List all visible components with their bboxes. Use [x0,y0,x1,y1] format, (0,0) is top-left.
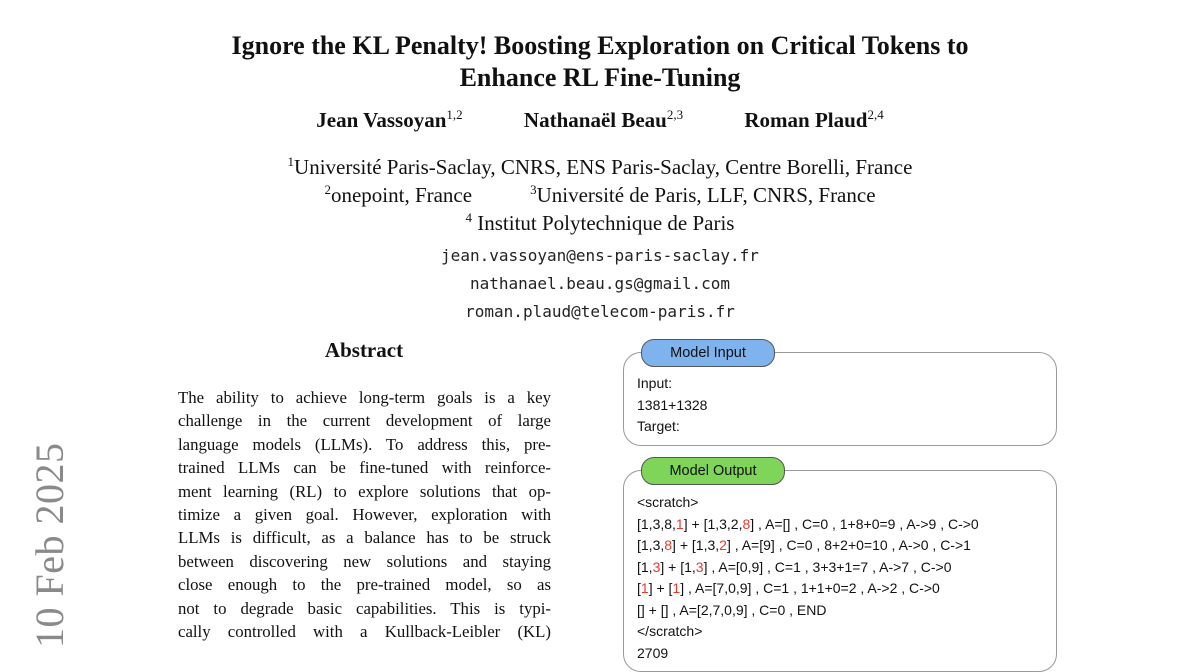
affil-sup: 3 [530,182,537,197]
row-text: ] + [1,3, [672,537,720,553]
model-output-box [623,470,1057,672]
abstract-line: not to degrade basic capabilities. This is typi- [178,598,551,618]
scratch-final-row: [] + [] , A=[2,7,0,9] , C=0 , END [637,601,827,618]
author-affil-sup: 1,2 [446,107,463,122]
highlight-digit: 1 [672,580,681,596]
input-line: Input: [637,375,673,391]
row-text: ] , A=[9] , C=0 , 8+2+0=10 , A->0 , C->1 [726,537,971,553]
abstract-body [178,386,551,643]
abstract-line: close enough to the pre-trained model, so as [178,575,551,595]
highlight-digit: 3 [695,558,704,575]
abstract-line: LLMs is difficult, as a balance has to be struck [178,528,551,548]
scratch-row [637,578,979,600]
model-output-label: Model Output [641,457,785,485]
abstract-line: cally controlled with a Kullback-Leibler (KL) [178,622,551,642]
row-text: [1,3, [637,537,665,553]
title-line-2: Enhance RL Fine-Tuning [459,63,741,92]
model-input-label: Model Input [641,339,775,367]
email-1: jean.vassoyan@ens-paris-saclay.fr [441,246,759,265]
affil-sup: 1 [287,154,295,169]
author-name: Nathanaël Beau [523,108,667,132]
row-text: [ [637,580,641,596]
author-name: Jean Vassoyan [316,108,447,132]
scratch-open-tag: <scratch> [637,494,699,510]
highlight-digit: 1 [640,580,649,596]
affil-text: Université de Paris, LLF, CNRS, France [536,183,876,207]
scratch-row [637,514,979,536]
arxiv-date-stamp: 10 Feb 2025 [27,442,72,648]
abstract-line: trained LLMs can be fine-tuned with reinforce- [178,458,551,478]
author-name: Roman Plaud [744,108,868,132]
author-3 [744,107,883,133]
row-text: ] , A=[7,0,9] , C=1 , 1+1+0=2 , A->2 , C->0 [680,580,940,596]
affiliation-4 [0,204,1200,237]
answer-line: 2709 [637,644,669,661]
model-output-content [637,492,979,664]
input-line: Target: [637,418,680,434]
abstract-line: ment learning (RL) to explore solutions that op- [178,481,551,501]
affil-text: Institut Polytechnique de Paris [472,211,735,235]
title-line-1: Ignore the KL Penalty! Boosting Exploration on Critical Tokens to [231,31,969,60]
scratch-row [637,535,979,557]
scratch-row [637,557,979,579]
highlight-digit: 2 [719,537,727,553]
row-text: ] + [1,3,2, [683,515,743,532]
affil-sup: 2 [324,182,331,197]
abstract-line: challenge in the current development of large [178,411,551,431]
model-input-content [637,373,707,438]
email-3: roman.plaud@telecom-paris.fr [465,302,735,321]
author-2 [524,107,683,133]
affil-sup: 4 [465,210,472,225]
row-text: [1,3,8, [637,515,676,532]
abstract-line: between discovering new solutions and staying [178,551,551,571]
highlight-digit: 3 [652,558,661,575]
abstract-line: timize a given goal. However, exploration with [178,505,551,525]
abstract-line: The ability to achieve long-term goals is a key [178,388,551,407]
highlight-digit: 1 [675,515,684,532]
row-text: ] + [1, [660,558,696,575]
row-text: ] + [ [648,580,673,596]
abstract-line: language models (LLMs). To address this, pre- [178,434,551,454]
author-list [0,107,1200,133]
row-text: [1, [637,558,653,575]
row-text: ] , A=[] , C=0 , 1+8+0=9 , A->9 , C->0 [750,515,979,532]
scratch-close-tag: </scratch> [637,623,703,639]
abstract-heading: Abstract [324,338,404,362]
affil-text: Université Paris-Saclay, CNRS, ENS Paris-Saclay, Centre Borelli, France [294,155,913,179]
paper-title [0,30,1200,94]
affil-text: onepoint, France [330,183,473,207]
author-affil-sup: 2,3 [666,107,684,122]
input-line: 1381+1328 [637,396,708,413]
email-list [0,242,1200,326]
author-affil-sup: 2,4 [867,107,884,122]
author-1 [316,107,462,133]
email-2: nathanael.beau.gs@gmail.com [469,274,731,293]
highlight-digit: 8 [664,537,673,553]
row-text: ] , A=[0,9] , C=1 , 3+3+1=7 , A->7 , C->0 [703,558,952,575]
highlight-digit: 8 [742,515,751,532]
